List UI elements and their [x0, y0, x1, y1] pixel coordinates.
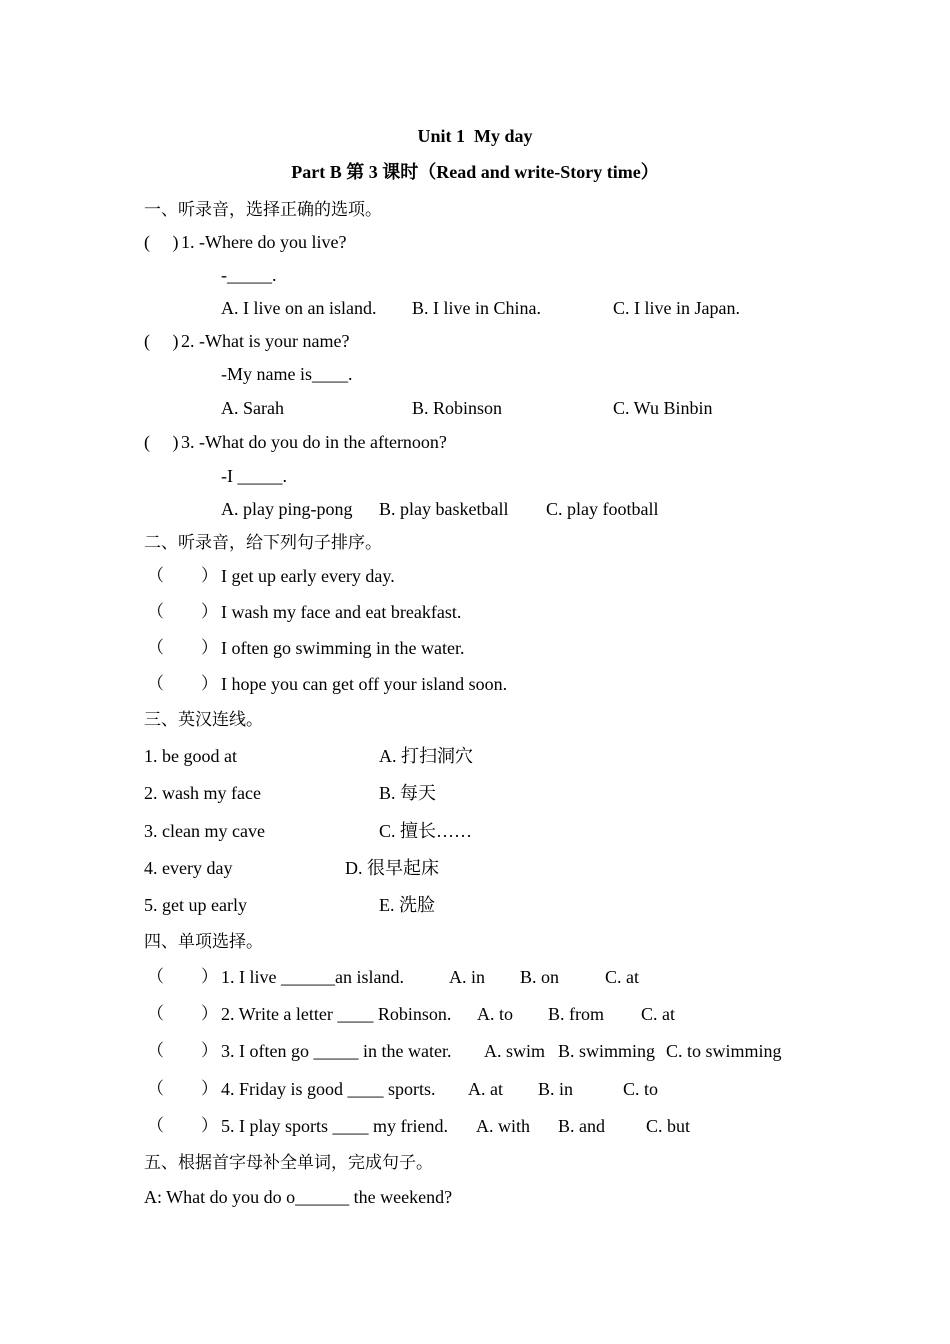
bracket-open[interactable]: （: [147, 566, 164, 586]
bracket-open[interactable]: （: [147, 1004, 164, 1024]
option-c: C. at: [605, 967, 639, 987]
question-stem: 3. I often go _____ in the water.: [221, 1041, 452, 1061]
bracket-close: ）: [201, 1116, 218, 1136]
sentence-text: I get up early every day.: [221, 566, 395, 586]
question-stem: 5. I play sports ____ my friend.: [221, 1116, 448, 1136]
match-left-item[interactable]: 3. clean my cave: [144, 821, 265, 841]
option-a: A. I live on an island.: [221, 298, 377, 318]
fill-sentence[interactable]: A: What do you do o______ the weekend?: [144, 1187, 453, 1207]
option-c: C. Wu Binbin: [613, 398, 713, 418]
option-a: A. play ping-pong: [221, 499, 353, 519]
option-b: B. I live in China.: [412, 298, 541, 318]
option-a: A. Sarah: [221, 398, 284, 418]
option-a: A. with: [476, 1116, 530, 1136]
question-stem: 2. -What is your name?: [181, 331, 350, 351]
bracket-close: ）: [201, 1004, 218, 1024]
question-stem: 1. I live ______an island.: [221, 967, 404, 987]
question-stem: 1. -Where do you live?: [181, 232, 347, 252]
match-right-item[interactable]: B. 每天: [379, 783, 437, 803]
section-2-heading: 二、听录音，给下列句子排序。: [144, 533, 382, 553]
option-b: B. on: [520, 967, 560, 987]
sentence-text: I hope you can get off your island soon.: [221, 674, 508, 694]
question-stem: 3. -What do you do in the afternoon?: [181, 432, 447, 452]
bracket-open[interactable]: （: [147, 602, 164, 622]
match-right-item[interactable]: D. 很早起床: [345, 858, 439, 878]
sentence-text: I wash my face and eat breakfast.: [221, 602, 462, 622]
sentence-text: I often go swimming in the water.: [221, 638, 465, 658]
bracket-open[interactable]: （: [147, 967, 164, 987]
answer-bracket[interactable]: ( ): [144, 232, 179, 252]
page-title: Unit 1 My day: [417, 126, 533, 146]
bracket-close: ）: [201, 602, 218, 622]
option-c: C. but: [646, 1116, 691, 1136]
bracket-close: ）: [201, 1079, 218, 1099]
section-4-heading: 四、单项选择。: [144, 932, 263, 952]
answer-bracket[interactable]: ( ): [144, 331, 179, 351]
match-left-item[interactable]: 2. wash my face: [144, 783, 261, 803]
answer-line: -I _____.: [221, 466, 287, 486]
option-b: B. play basketball: [379, 499, 509, 519]
option-a: A. swim: [484, 1041, 546, 1061]
match-left-item[interactable]: 1. be good at: [144, 746, 237, 766]
option-a: A. to: [477, 1004, 513, 1024]
option-b: B. from: [548, 1004, 604, 1024]
bracket-open[interactable]: （: [147, 1079, 164, 1099]
option-c: C. I live in Japan.: [613, 298, 740, 318]
bracket-open[interactable]: （: [147, 674, 164, 694]
option-c: C. at: [641, 1004, 675, 1024]
option-c: C. play football: [546, 499, 659, 519]
option-c: C. to swimming: [666, 1041, 782, 1061]
option-c: C. to: [623, 1079, 659, 1099]
question-stem: 4. Friday is good ____ sports.: [221, 1079, 436, 1099]
match-right-item[interactable]: E. 洗脸: [379, 895, 435, 915]
match-left-item[interactable]: 5. get up early: [144, 895, 247, 915]
page-subtitle: Part B 第 3 课时（Read and write-Story time）: [291, 162, 659, 182]
bracket-close: ）: [201, 1041, 218, 1061]
answer-line: -_____.: [221, 265, 277, 285]
bracket-close: ）: [201, 674, 218, 694]
section-5-heading: 五、根据首字母补全单词，完成句子。: [144, 1153, 433, 1173]
option-b: B. and: [558, 1116, 605, 1136]
option-b: B. Robinson: [412, 398, 503, 418]
bracket-close: ）: [201, 566, 218, 586]
match-right-item[interactable]: A. 打扫洞穴: [379, 746, 473, 766]
option-a: A. at: [468, 1079, 503, 1099]
question-stem: 2. Write a letter ____ Robinson.: [221, 1004, 452, 1024]
match-left-item[interactable]: 4. every day: [144, 858, 233, 878]
bracket-open[interactable]: （: [147, 1041, 164, 1061]
bracket-close: ）: [201, 638, 218, 658]
bracket-close: ）: [201, 967, 218, 987]
bracket-open[interactable]: （: [147, 638, 164, 658]
option-b: B. swimming: [558, 1041, 656, 1061]
match-right-item[interactable]: C. 擅长……: [379, 821, 473, 841]
option-a: A. in: [449, 967, 485, 987]
section-3-heading: 三、英汉连线。: [144, 710, 263, 730]
answer-bracket[interactable]: ( ): [144, 432, 179, 452]
section-1-heading: 一、听录音，选择正确的选项。: [144, 200, 382, 220]
bracket-open[interactable]: （: [147, 1116, 164, 1136]
option-b: B. in: [538, 1079, 574, 1099]
answer-line: -My name is____.: [221, 364, 353, 384]
